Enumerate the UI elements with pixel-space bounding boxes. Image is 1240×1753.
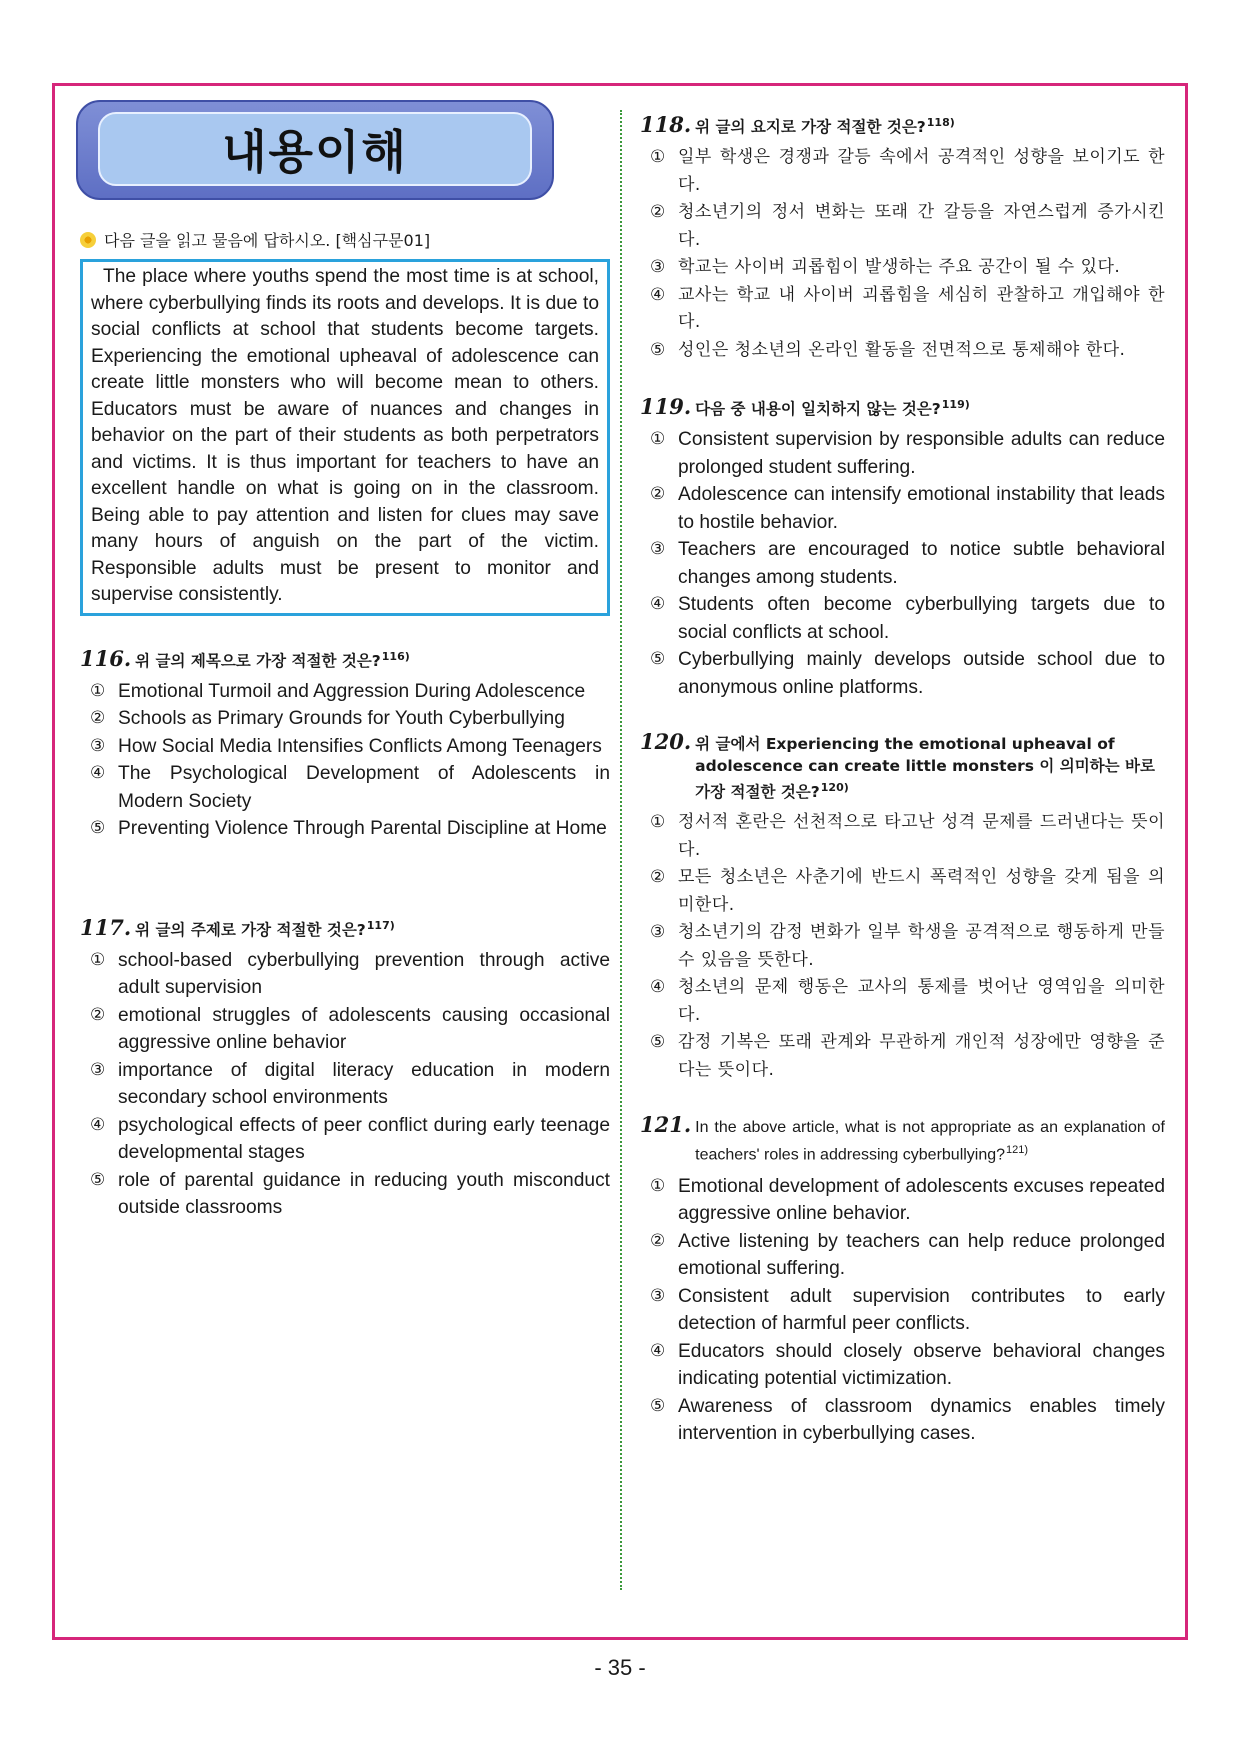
footnote-ref: 117) [366, 918, 395, 932]
option-3[interactable]: ③ How Social Media Intensifies Conflicts Among Teenagers [90, 735, 602, 757]
question-prompt: 위 글에서 Experiencing the emotional upheaval of adolescence can create little monsters 이 의미하는 바로 가장 적절한 것은?$^{120)}$ [695, 735, 1155, 802]
left-column [80, 100, 610, 1222]
option-1[interactable]: ① school-based cyberbullying prevention through active adult supervision [90, 949, 610, 999]
option-1[interactable]: ① Emotional development of adolescents excuses repeated aggressive online behavior. [650, 1175, 1165, 1225]
footnote-ref: 119) [941, 398, 970, 412]
question-120 [640, 731, 1165, 1084]
footnote-ref: 118) [926, 116, 955, 129]
section-title: 내용이해 [222, 125, 408, 179]
option-4[interactable]: ④ 청소년의 문제 행동은 교사의 통제를 벗어난 영역임을 의미한다. [650, 977, 1165, 1025]
question-number: 121. [640, 1112, 692, 1138]
question-121 [640, 1114, 1165, 1447]
page-number: - 35 - [594, 1655, 646, 1680]
option-5[interactable]: ⑤ role of parental guidance in reducing youth misconduct outside classrooms [90, 1169, 610, 1219]
option-1[interactable]: ① 일부 학생은 경쟁과 갈등 속에서 공격적인 성향을 보이기도 한다. [650, 147, 1165, 195]
footnote-ref: 121) [1006, 1144, 1029, 1157]
option-3[interactable]: ③ Consistent adult supervision contributes to early detection of harmful peer conflicts. [650, 1285, 1165, 1335]
question-number: 117. [80, 914, 132, 940]
option-4[interactable]: ④ Educators should closely observe behavioral changes indicating potential victimization. [650, 1340, 1165, 1390]
option-2[interactable]: ② emotional struggles of adolescents causing occasional aggressive online behavior [90, 1004, 610, 1054]
option-2[interactable]: ② Schools as Primary Grounds for Youth Cyberbullying [90, 708, 565, 730]
question-number: 120. [640, 729, 692, 755]
question-117 [80, 915, 610, 1222]
option-1[interactable]: ① Consistent supervision by responsible adults can reduce prolonged student suffering. [650, 429, 1165, 478]
question-119 [640, 394, 1165, 701]
instruction [80, 228, 610, 251]
question-116 [80, 646, 610, 843]
option-3[interactable]: ③ 학교는 사이버 괴롭힘이 발생하는 주요 공간이 될 수 있다. [650, 257, 1121, 278]
option-2[interactable]: ② 청소년기의 정서 변화는 또래 간 갈등을 자연스럽게 증가시킨다. [650, 202, 1165, 250]
option-3[interactable]: ③ importance of digital literacy education in modern secondary school environments [90, 1059, 610, 1109]
option-2[interactable]: ② Active listening by teachers can help reduce prolonged emotional suffering. [650, 1230, 1165, 1280]
option-4[interactable]: ④ Students often become cyberbullying targets due to social conflicts at school. [650, 594, 1165, 643]
option-1[interactable]: ① Emotional Turmoil and Aggression During Adolescence [90, 680, 586, 702]
question-prompt: 위 글의 요지로 가장 적절한 것은?$^{118)}$ [695, 116, 955, 137]
footnote-ref: 120) [820, 781, 849, 795]
question-number: 118. [640, 112, 692, 138]
section-header [76, 100, 554, 200]
question-prompt: In the above article, what is not appropriate as an explanation of teachers' roles in addressing cyberbullying?$^{121)}$ [695, 1119, 1165, 1164]
question-number: 116. [80, 645, 132, 671]
option-5[interactable]: ⑤ Cyberbullying mainly develops outside school due to anonymous online platforms. [650, 649, 1165, 698]
option-3[interactable]: ③ 청소년기의 감정 변화가 일부 학생을 공격적으로 행동하게 만들 수 있음을 뜻한다. [650, 922, 1165, 970]
option-2[interactable]: ② 모든 청소년은 사춘기에 반드시 폭력적인 성향을 갖게 됨을 의미한다. [650, 867, 1165, 915]
option-3[interactable]: ③ Teachers are encouraged to notice subtle behavioral changes among students. [650, 539, 1165, 588]
option-4[interactable]: ④ 교사는 학교 내 사이버 괴롭힘을 세심히 관찰하고 개입해야 한다. [650, 284, 1165, 333]
option-5[interactable]: ⑤ 감정 기복은 또래 관계와 무관하게 개인적 성장에만 영향을 준다는 뜻이다. [650, 1032, 1165, 1080]
option-2[interactable]: ② Adolescence can intensify emotional instability that leads to hostile behavior. [650, 484, 1165, 533]
option-1[interactable]: ① 정서적 혼란은 선천적으로 타고난 성격 문제를 드러낸다는 뜻이다. [650, 812, 1165, 860]
option-4[interactable]: ④ The Psychological Development of Adolescents in Modern Society [90, 763, 610, 812]
column-divider [620, 110, 622, 1590]
option-5[interactable]: ⑤ Preventing Violence Through Parental Discipline at Home [90, 818, 607, 840]
right-column [640, 112, 1165, 1448]
option-5[interactable]: ⑤ 성인은 청소년의 온라인 활동을 전면적으로 통제해야 한다. [650, 339, 1126, 360]
question-prompt: 다음 중 내용이 일치하지 않는 것은?$^{119)}$ [695, 398, 970, 419]
instruction-text: 다음 글을 읽고 물음에 답하시오. [핵심구문01] [104, 231, 431, 250]
question-118 [640, 112, 1165, 364]
reading-passage: The place where youths spend the most time is at school, where cyberbullying finds its roots and develops. It is due to social conflicts at school that students become targets. Experiencing the emotional upheaval of adolescence can create little monsters who will become mean to others. Educators must be aware of nuances and changes in behavior on the part of their students as both perpetrators and victims. It is thus important for teachers to have an excellent handle on what is going on in the classroom. Being able to pay attention and listen for clues may save many hours of anguish on the part of the victim. Responsible adults must be present to monitor and supervise consistently. [80, 259, 610, 616]
option-4[interactable]: ④ psychological effects of peer conflict during early teenage developmental stages [90, 1114, 610, 1164]
flower-icon [80, 232, 96, 248]
question-number: 119. [640, 394, 692, 420]
question-prompt: 위 글의 주제로 가장 적절한 것은?$^{117)}$ [135, 918, 395, 939]
footnote-ref: 116) [381, 649, 410, 663]
question-prompt: 위 글의 제목으로 가장 적절한 것은?$^{116)}$ [135, 649, 410, 670]
option-5[interactable]: ⑤ Awareness of classroom dynamics enables timely intervention in cyberbullying cases. [650, 1395, 1165, 1445]
